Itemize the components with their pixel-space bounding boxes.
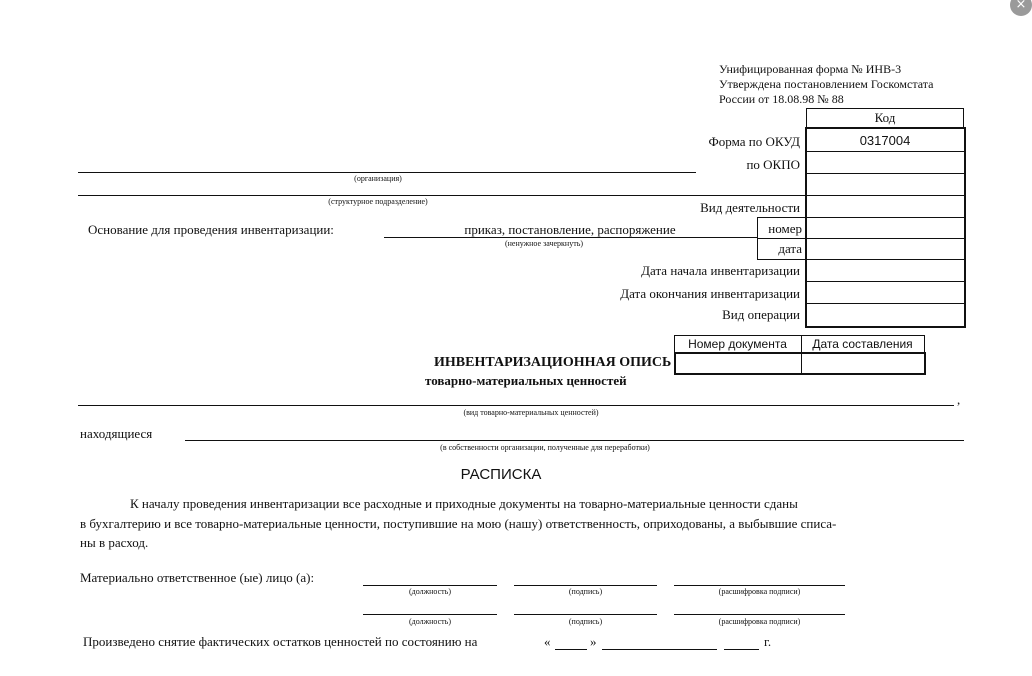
- values-kind-caption: (вид товарно-материальных ценностей): [463, 408, 599, 417]
- receipt-text-line3: ны в расход.: [80, 535, 149, 550]
- removal-open-quote: «: [544, 634, 551, 649]
- position-line-1: [363, 585, 497, 586]
- basis-date-label: дата: [778, 241, 802, 256]
- basis-value: приказ, постановление, распоряжение: [464, 222, 676, 237]
- position-caption-1: (должность): [409, 587, 451, 596]
- signature-line-2: [514, 614, 657, 615]
- department-caption: (структурное подразделение): [328, 197, 428, 206]
- removal-day-line: [555, 649, 587, 650]
- removal-label: Произведено снятие фактических остатков ценностей по состоянию на: [83, 634, 478, 649]
- signature-line-1: [514, 585, 657, 586]
- receipt-text-line1: К началу проведения инвентаризации все расходные и приходные документы на товарно-материальные ценности сданы: [130, 496, 798, 511]
- receipt-text-line2: в бухгалтерию и все товарно-материальные ценности, поступившие на мою (нашу) ответственность, оприходованы, а выбывшие списа-: [80, 516, 837, 531]
- doc-values-box: [674, 352, 926, 375]
- signature-caption-1: (подпись): [568, 587, 603, 596]
- basis-number-label: номер: [768, 221, 802, 236]
- start-date-label: Дата начала инвентаризации: [641, 263, 800, 278]
- signature-decode-line-1: [674, 585, 845, 586]
- located-label: находящиеся: [80, 426, 153, 441]
- doc-date-header: Дата составления: [812, 337, 913, 351]
- basis-label: Основание для проведения инвентаризации:: [88, 222, 334, 237]
- department-line: [78, 195, 806, 196]
- okud-code-value: 0317004: [859, 133, 911, 148]
- signature-decode-line-2: [674, 614, 845, 615]
- removal-year-suffix: г.: [764, 634, 772, 649]
- form-header-line3: России от 18.08.98 № 88: [719, 92, 844, 106]
- okpo-label: по ОКПО: [746, 157, 800, 172]
- position-line-2: [363, 614, 497, 615]
- operation-label: Вид операции: [722, 307, 800, 322]
- okud-label: Форма по ОКУД: [708, 134, 800, 149]
- located-line: [185, 440, 964, 441]
- responsible-label: Материально ответственное (ые) лицо (а):: [80, 570, 315, 585]
- inventory-subtitle: товарно-материальных ценностей: [425, 373, 627, 388]
- organization-line: [78, 172, 696, 173]
- organization-caption: (организация): [354, 174, 402, 183]
- basis-line: [384, 237, 757, 238]
- form-header-line1: Унифицированная форма № ИНВ-3: [719, 62, 902, 76]
- activity-label: Вид деятельности: [700, 200, 800, 215]
- inventory-title: ИНВЕНТАРИЗАЦИОННАЯ ОПИСЬ: [434, 355, 672, 370]
- removal-month-line: [602, 649, 717, 650]
- close-icon[interactable]: ×: [1010, 0, 1032, 16]
- removal-close-quote: »: [590, 634, 597, 649]
- signature-decode-caption-1: (расшифровка подписи): [718, 587, 801, 596]
- doc-number-header: Номер документа: [688, 337, 787, 351]
- values-kind-comma: ,: [957, 392, 961, 407]
- receipt-title: РАСПИСКА: [460, 466, 542, 483]
- code-box: [805, 127, 966, 328]
- end-date-label: Дата окончания инвентаризации: [620, 286, 800, 301]
- values-kind-line: [78, 405, 954, 406]
- signature-decode-caption-2: (расшифровка подписи): [718, 617, 801, 626]
- signature-caption-2: (подпись): [568, 617, 603, 626]
- ownership-caption: (в собственности организации, полученные для переработки): [440, 443, 650, 452]
- removal-year-line: [724, 649, 759, 650]
- strike-note-caption: (ненужное зачеркнуть): [504, 239, 584, 248]
- position-caption-2: (должность): [409, 617, 451, 626]
- form-header-line2: Утверждена постановлением Госкомстата: [719, 77, 934, 91]
- code-header: Код: [874, 110, 896, 125]
